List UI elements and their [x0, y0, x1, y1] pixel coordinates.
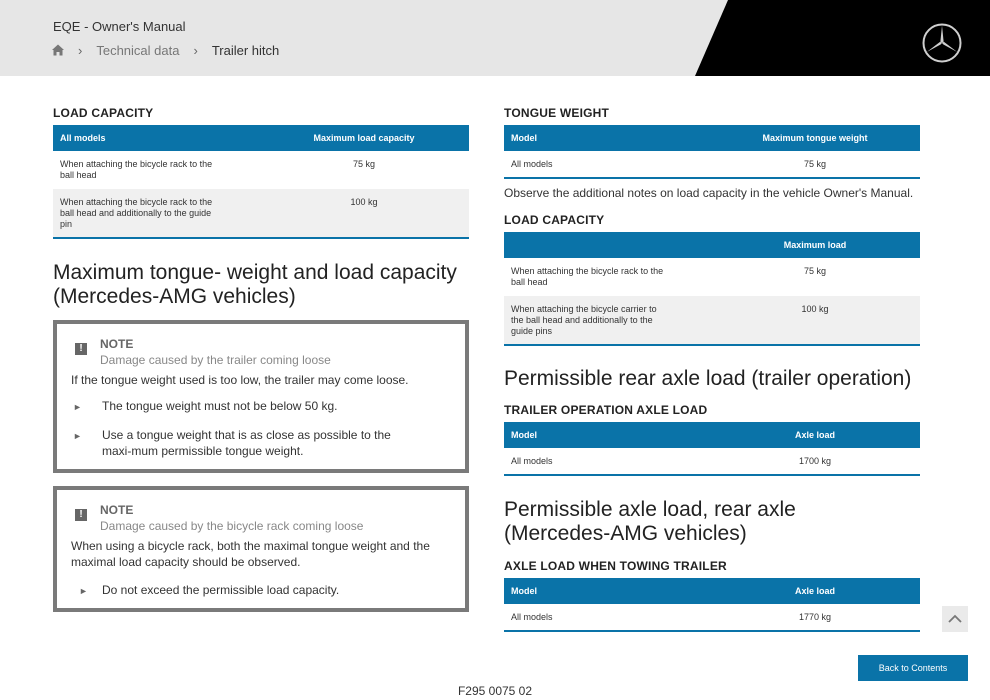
table-row [504, 296, 920, 345]
chevron-right-icon: › [78, 42, 83, 58]
breadcrumb [52, 41, 279, 59]
table-cell: When attaching the bicycle carrier to the ball head and additionally to the guide pins [504, 296, 710, 345]
table-header-cell: Axle load [710, 578, 920, 604]
table-cell: 100 kg [259, 189, 469, 238]
note-text: When using a bicycle rack, both the maximal tongue weight and the maximal load capacity should be observed. [71, 539, 430, 569]
table-header-cell: Model [504, 578, 710, 604]
chevron-right-icon: › [193, 42, 198, 58]
list-item-text: The tongue weight must not be below 50 kg. [102, 399, 338, 413]
table-row [504, 258, 920, 296]
load-capacity-table [504, 232, 920, 346]
amg-axle-heading: Permissible axle load, rear axle (Mercedes-AMG vehicles) [504, 498, 796, 545]
warning-icon: ! [75, 343, 87, 355]
right-column [504, 106, 920, 632]
table-header-cell [504, 232, 710, 258]
note-text: If the tongue weight used is too low, the trailer may come loose. [71, 373, 409, 387]
rear-axle-heading: Permissible rear axle load (trailer operation) [504, 367, 912, 390]
table-cell: 1770 kg [798, 612, 832, 622]
section-heading-towing-axle: AXLE LOAD WHEN TOWING TRAILER [504, 559, 727, 573]
back-to-contents-button[interactable]: Back to Contents [858, 655, 968, 681]
section-heading-load-capacity: LOAD CAPACITY [53, 106, 154, 120]
table-cell: 75 kg [803, 266, 827, 276]
load-capacity-table [53, 125, 469, 239]
document-code: F295 0075 02 [457, 684, 533, 698]
trailer-axle-table [504, 422, 920, 476]
tongue-weight-table [504, 125, 920, 179]
breadcrumb-trailer-hitch[interactable]: Trailer hitch [211, 42, 280, 58]
warning-icon: ! [75, 509, 87, 521]
triangle-bullet-icon: ► [73, 402, 82, 412]
note-subtitle: Damage caused by the trailer coming loose [100, 353, 331, 367]
left-column [53, 106, 469, 612]
app-title: EQE - Owner's Manual [53, 19, 186, 34]
note-title: NOTE [100, 337, 134, 351]
amg-tongue-weight-heading: Maximum tongue- weight and load capacity (Mercedes-AMG vehicles) [53, 261, 457, 308]
list-item [71, 398, 451, 415]
table-cell: When attaching the bicycle rack to the ball head [511, 266, 664, 287]
chevron-up-icon [942, 606, 968, 632]
section-heading-tongue-weight: TONGUE WEIGHT [504, 106, 610, 120]
note-title: NOTE [100, 503, 134, 517]
note-subtitle: Damage caused by the bicycle rack coming loose [100, 519, 364, 533]
table-header-cell: Axle load [710, 422, 920, 448]
triangle-bullet-icon: ► [79, 586, 88, 596]
table-cell: When attaching the bicycle rack to the ball head and additionally to the guide pin [53, 189, 259, 238]
owner-manual-note: Observe the additional notes on load capacity in the vehicle Owner's Manual. [504, 186, 914, 200]
towing-axle-table [504, 578, 920, 632]
home-icon[interactable] [52, 44, 64, 56]
note-box-trailer [53, 320, 469, 473]
breadcrumb-technical-data[interactable]: Technical data [96, 42, 180, 58]
triangle-bullet-icon: ► [73, 431, 82, 441]
table-cell: 75 kg [803, 159, 827, 169]
table-header-cell: All models [53, 125, 259, 151]
table-cell: All models [511, 612, 553, 622]
section-heading-load-capacity: LOAD CAPACITY [504, 213, 605, 227]
table-cell: All models [511, 456, 553, 466]
table-cell: All models [511, 159, 553, 169]
scroll-to-top-button[interactable] [942, 606, 968, 632]
table-header-cell: Maximum load capacity [259, 125, 469, 151]
table-cell: When attaching the bicycle rack to the ball head [60, 159, 213, 180]
list-item-text: Use a tongue weight that is as close as possible to the maxi-mum permissible tongue weight. [102, 428, 391, 458]
table-row [53, 189, 469, 238]
table-cell: 100 kg [710, 296, 920, 345]
table-header-cell: Model [504, 125, 710, 151]
table-row [504, 151, 920, 178]
table-row [504, 604, 920, 631]
section-heading-trailer-axle: TRAILER OPERATION AXLE LOAD [504, 403, 708, 417]
table-row [504, 448, 920, 475]
table-cell: 75 kg [352, 159, 376, 169]
list-item [71, 427, 451, 459]
table-cell: 1700 kg [798, 456, 832, 466]
list-item [71, 582, 451, 599]
table-header-cell: Maximum tongue weight [710, 125, 920, 151]
table-row [53, 151, 469, 189]
note-box-bicycle-rack [53, 486, 469, 612]
table-header-cell: Maximum load [710, 232, 920, 258]
table-header-cell: Model [504, 422, 710, 448]
mercedes-star-logo[interactable] [921, 22, 963, 64]
list-item-text: Do not exceed the permissible load capacity. [102, 583, 340, 597]
